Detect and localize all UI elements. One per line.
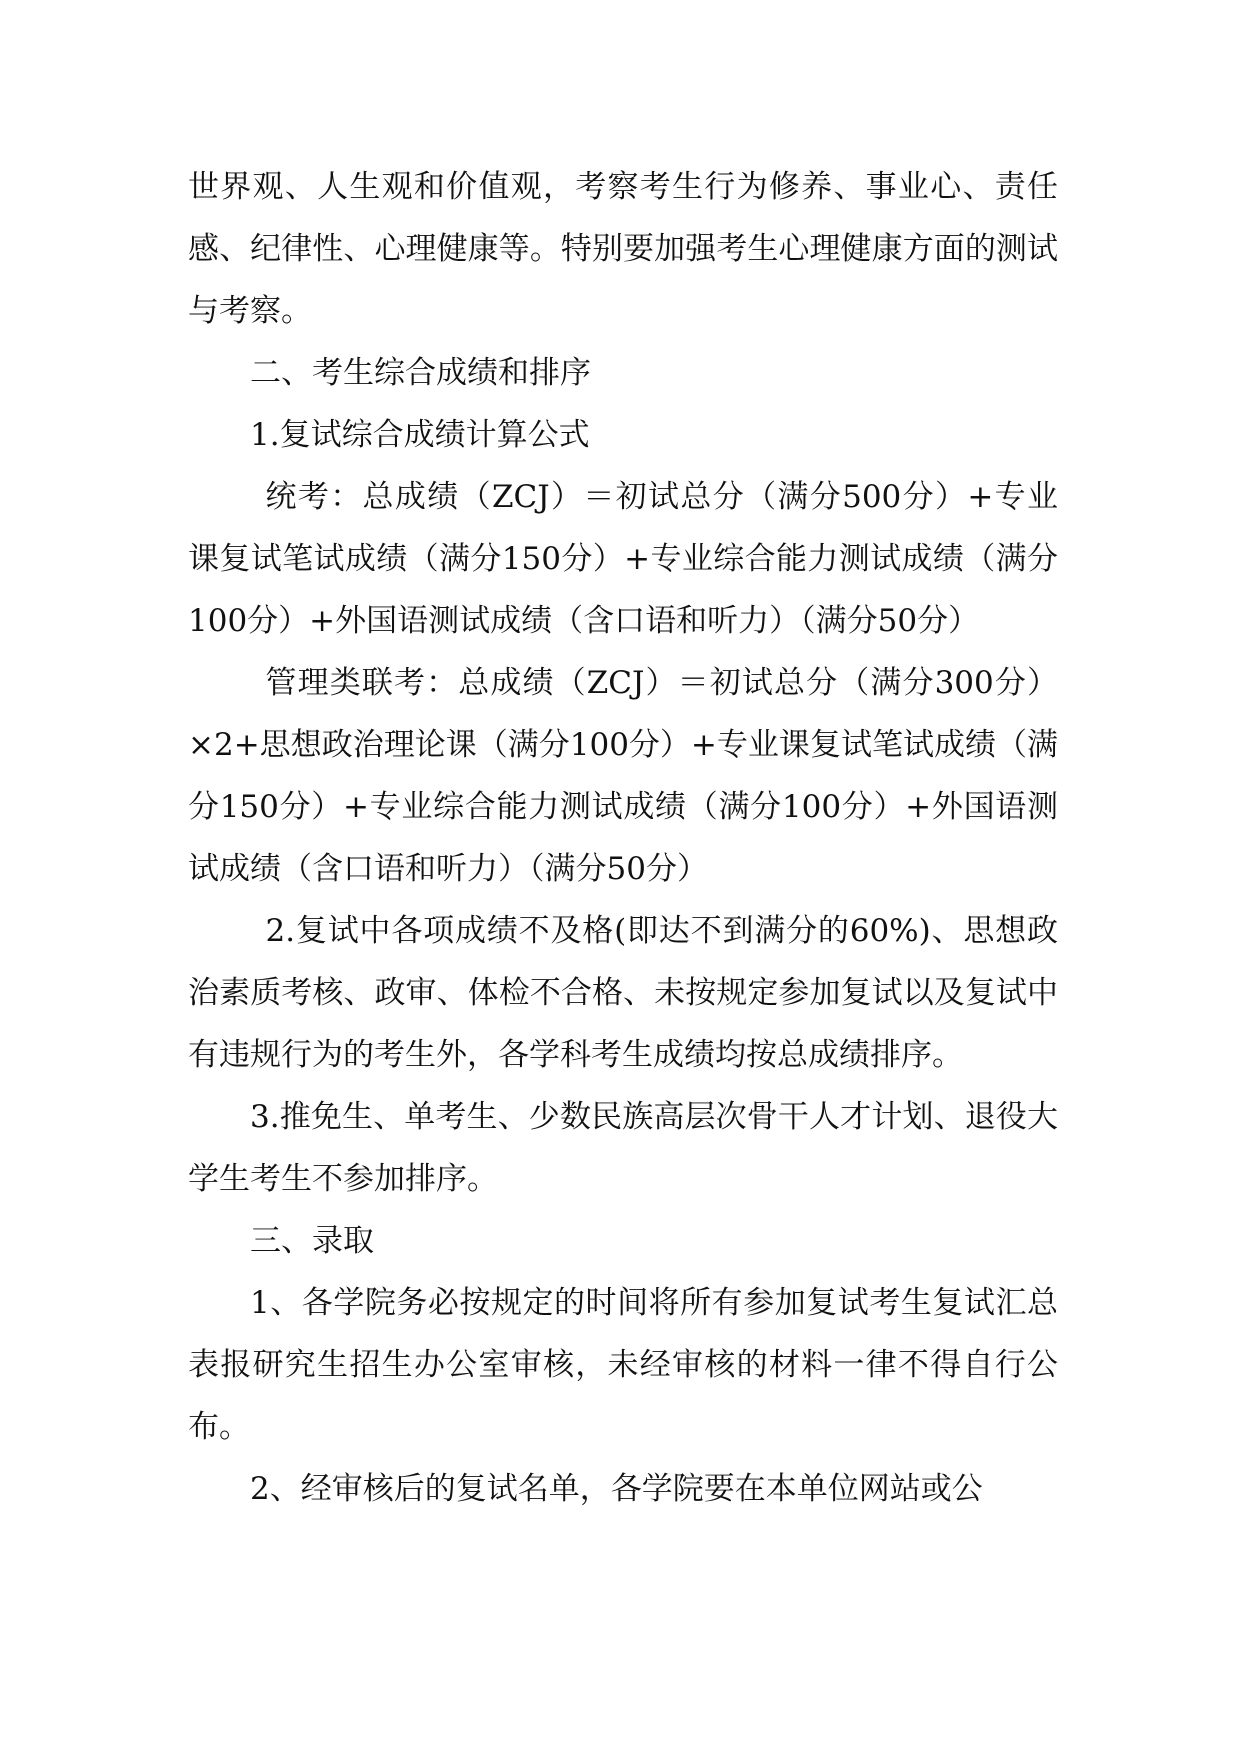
paragraph-ranking-rule: 2.复试中各项成绩不及格(即达不到满分的60%)、思想政治素质考核、政审、体检不合格、未按规定参加复试以及复试中有违规行为的考生外，各学科考生成绩均按总成绩排序。 bbox=[188, 913, 1058, 1073]
section-heading-admission: 三、录取 bbox=[250, 1223, 374, 1259]
section-heading-ranking: 二、考生综合成绩和排序 bbox=[250, 355, 591, 391]
paragraph-unified-exam-formula: 统考：总成绩（ZCJ）＝初试总分（满分500分）+专业课复试笔试成绩（满分150分）+专业综合能力测试成绩（满分100分）+外国语测试成绩（含口语和听力）（满分50分） bbox=[188, 479, 1058, 639]
paragraph-admission-publish: 2、经审核后的复试名单，各学院要在本单位网站或公 bbox=[250, 1471, 983, 1507]
document-body bbox=[188, 156, 1058, 1520]
paragraph-admission-review: 1、各学院务必按规定的时间将所有参加复试考生复试汇总表报研究生招生办公室审核，未经审核的材料一律不得自行公布。 bbox=[188, 1285, 1058, 1445]
paragraph-management-exam-formula: 管理类联考：总成绩（ZCJ）＝初试总分（满分300分）×2+思想政治理论课（满分100分）+专业课复试笔试成绩（满分150分）+专业综合能力测试成绩（满分100分）+外国语测试成绩（含口语和听力）（满分50分） bbox=[188, 665, 1058, 887]
subheading-formula: 1.复试综合成绩计算公式 bbox=[250, 417, 590, 453]
paragraph-exempt-from-ranking: 3.推免生、单考生、少数民族高层次骨干人才计划、退役大学生考生不参加排序。 bbox=[188, 1099, 1058, 1197]
paragraph-continuation: 世界观、人生观和价值观，考察考生行为修养、事业心、责任感、纪律性、心理健康等。特别要加强考生心理健康方面的测试与考察。 bbox=[188, 169, 1058, 329]
